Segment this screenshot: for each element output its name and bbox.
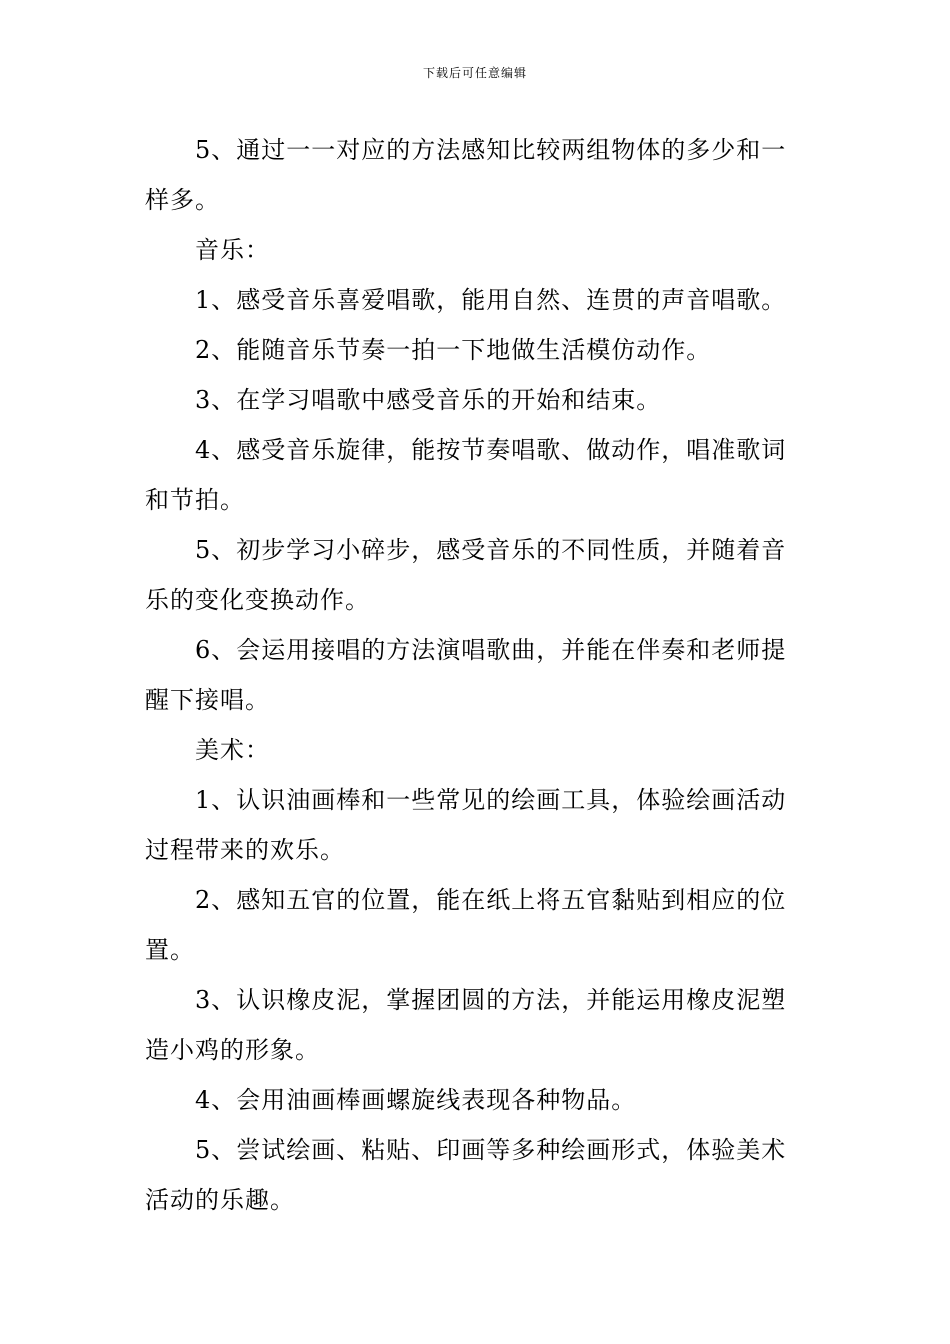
paragraph-music-item-3: 3、在学习唱歌中感受音乐的开始和结束。	[195, 386, 662, 414]
paragraph-art-item-4: 4、会用油画棒画螺旋线表现各种物品。	[195, 1086, 637, 1114]
paragraph-music-item-2: 2、能随音乐节奏一拍一下地做生活模仿动作。	[195, 336, 712, 364]
section-heading-art: 美术：	[195, 736, 270, 764]
document-body	[145, 125, 810, 1225]
paragraph-art-item-5: 5、尝试绘画、粘贴、印画等多种绘画形式，体验美术活动的乐趣。	[145, 1136, 787, 1214]
paragraph-music-item-1: 1、感受音乐喜爱唱歌，能用自然、连贯的声音唱歌。	[195, 286, 787, 314]
paragraph-music-item-5: 5、初步学习小碎步，感受音乐的不同性质，并随着音乐的变化变换动作。	[145, 536, 787, 614]
paragraph-math-item-5: 5、通过一一对应的方法感知比较两组物体的多少和一样多。	[145, 136, 787, 214]
paragraph-music-item-4: 4、感受音乐旋律，能按节奏唱歌、做动作，唱准歌词和节拍。	[145, 436, 787, 514]
page-header-note: 下载后可任意编辑	[422, 66, 527, 80]
paragraph-art-item-3: 3、认识橡皮泥，掌握团圆的方法，并能运用橡皮泥塑造小鸡的形象。	[145, 986, 787, 1064]
paragraph-art-item-1: 1、认识油画棒和一些常见的绘画工具，体验绘画活动过程带来的欢乐。	[145, 786, 787, 864]
section-heading-music: 音乐：	[195, 236, 270, 264]
paragraph-art-item-2: 2、感知五官的位置，能在纸上将五官黏贴到相应的位置。	[145, 886, 787, 964]
paragraph-music-item-6: 6、会运用接唱的方法演唱歌曲，并能在伴奏和老师提醒下接唱。	[145, 636, 787, 714]
